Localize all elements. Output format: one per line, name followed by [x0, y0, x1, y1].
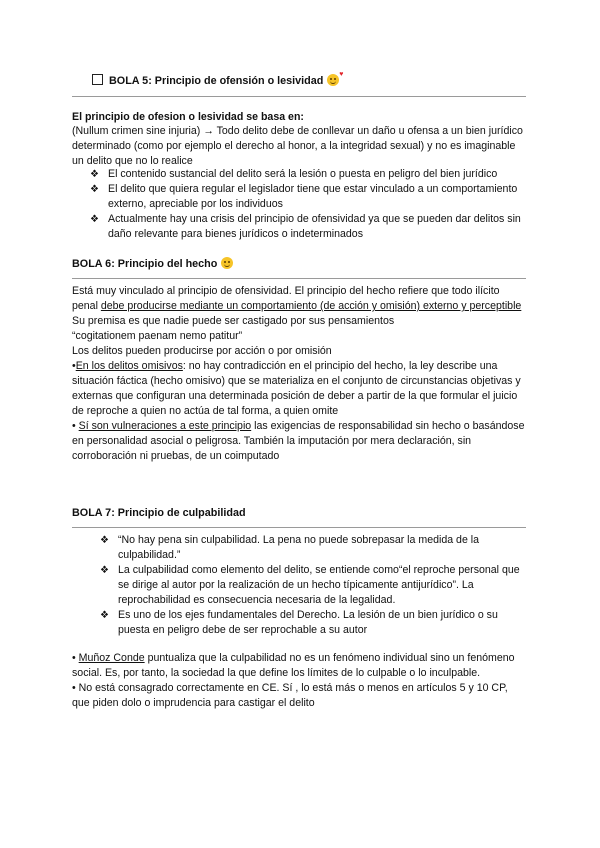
bola6-paragraph-5: •En los delitos omisivos: no hay contradicción en el principio del hecho, la ley describe una situación fáctica (hecho omisivo) que se materializa en el conjunto de circunstancias objetivas y externas que configuran una determinada posición de deber a partir de la que formular el juicio de reproche a quien no actúa de tal forma, a quien omite: [72, 360, 521, 417]
bola6-paragraph-6: • Sí son vulneraciones a este principio las exigencias de responsabilidad sin hecho o basándose en personalidad asocial o peligrosa. También la imputación por mera declaración, sin corroboración ni pruebas, de un coimputado: [72, 420, 525, 462]
bola6-paragraph-2: Su premisa es que nadie puede ser castigado por sus pensamientos: [72, 315, 395, 327]
bola7-title: BOLA 7: Principio de culpabilidad: [72, 507, 246, 519]
diamond-bullet-icon: ❖: [90, 169, 99, 180]
bola6-paragraph-1: Está muy vinculado al principio de ofensividad. El principio del hecho refiere que todo ilícito penal debe producirse mediante un comportamiento (de acción y omisión) externo y perceptible: [72, 285, 522, 312]
bola7-paragraph-2: • No está consagrado correctamente en CE. Sí , lo está más o menos en artículos 5 y 10 CP, que piden dolo o imprudencia para castigar el delito: [72, 682, 508, 709]
bola7-body: [72, 651, 527, 711]
checkbox-icon[interactable]: [92, 74, 103, 85]
section-divider: [72, 278, 526, 279]
list-item: ❖ Es uno de los ejes fundamentales del Derecho. La lesión de un bien jurídico o su puesta en peligro debe de ser reprochable a su autor: [100, 609, 498, 636]
bola6-title: BOLA 6: Principio del hecho: [72, 258, 218, 270]
bola6-paragraph-4: Los delitos pueden producirse por acción o por omisión: [72, 345, 332, 357]
diamond-bullet-icon: ❖: [100, 535, 109, 546]
diamond-bullet-icon: ❖: [90, 184, 99, 195]
diamond-bullet-icon: ❖: [100, 565, 109, 576]
section-divider: [72, 527, 526, 528]
bola6-title-row: [72, 257, 527, 272]
list-item: ❖ “No hay pena sin culpabilidad. La pena no puede sobrepasar la medida de la culpabilidad.”: [100, 534, 480, 561]
smiling-face-with-hearts-icon: ♥: [327, 74, 339, 86]
bola5-title-row: [92, 71, 547, 89]
list-item: ❖ El contenido sustancial del delito será la lesión o puesta en peligro del bien jurídico: [90, 168, 498, 180]
bola5-heading: El principio de ofesion o lesividad se basa en:: [72, 111, 304, 123]
bola5-bullet-list: [72, 167, 527, 242]
section-divider: [72, 96, 526, 97]
list-item: ❖ La culpabilidad como elemento del delito, se entiende como“el reproche personal que se dirige al autor por la realización de un hecho típicamente antijurídico”. La reprochabilidad es consecuencia necesaria de la legalidad.: [100, 564, 520, 606]
bola7-bullet-list: [82, 533, 527, 638]
diamond-bullet-icon: ❖: [90, 214, 99, 225]
bola5-intro: (Nullum crimen sine injuria) → Todo delito debe de conllevar un daño u ofensa a un bien jurídico determinado (como por ejemplo el derecho al honor, a la integridad sexual) y no es imaginable un delito que no lo realice: [72, 125, 523, 167]
bola6-body: [72, 284, 527, 464]
bola5-title: BOLA 5: Principio de ofensión o lesividad: [109, 75, 324, 87]
bola7-paragraph-1: • Muñoz Conde puntualiza que la culpabilidad no es un fenómeno individual sino un fenómeno social. Es, por tanto, la sociedad la que define los límites de lo culpable o lo inculpable.: [72, 652, 515, 679]
list-item: ❖ El delito que quiera regular el legislador tiene que estar vinculado a un comportamiento externo, apreciable por los individuos: [90, 183, 518, 210]
grinning-face-icon: [221, 257, 233, 269]
list-item: ❖ Actualmente hay una crisis del principio de ofensividad ya que se pueden dar delitos sin daño relevante para bienes jurídicos o indeterminados: [90, 213, 521, 240]
bola6-paragraph-3: “cogitationem paenam nemo patitur”: [72, 330, 243, 342]
diamond-bullet-icon: ❖: [100, 610, 109, 621]
